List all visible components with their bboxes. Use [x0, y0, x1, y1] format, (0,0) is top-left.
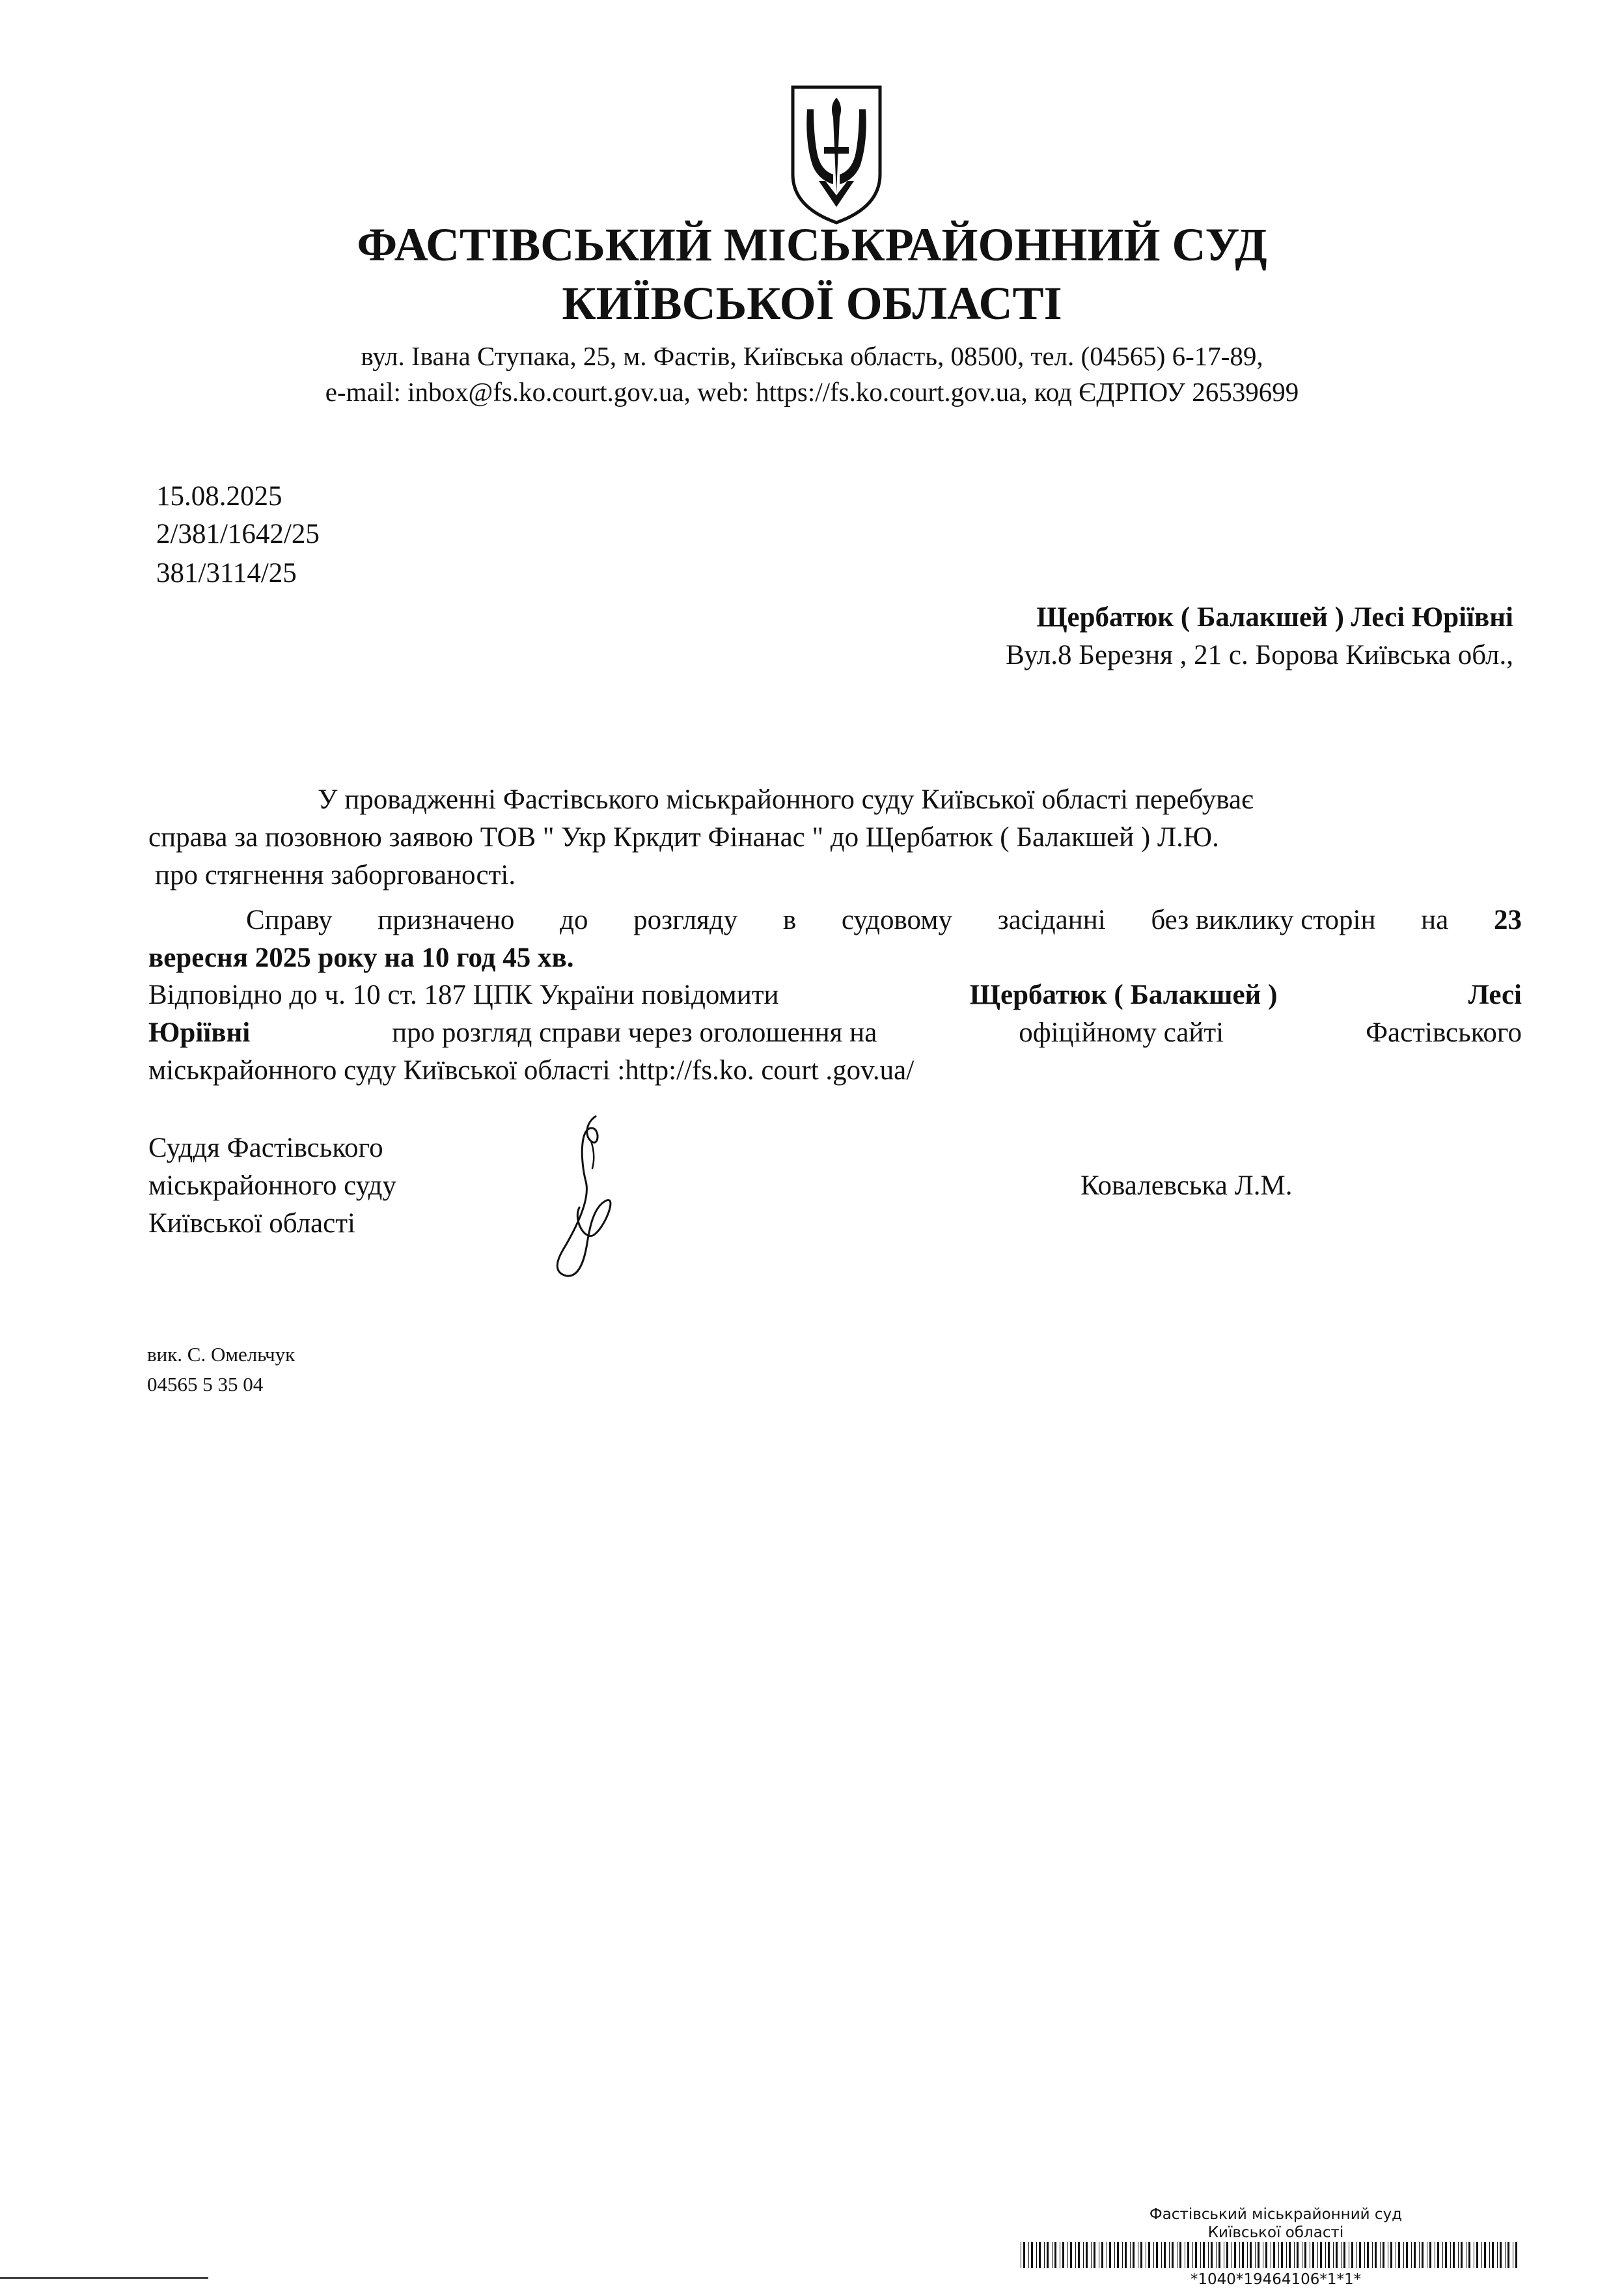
executor-name: вик. С. Омельчук	[147, 1343, 296, 1366]
hearing-datetime: вересня 2025 року на 10 год 45 хв.	[148, 943, 574, 973]
letter-date: 15.08.2025	[156, 481, 282, 512]
word: розгляду	[633, 905, 738, 935]
paragraph-hearing-date	[148, 902, 1522, 977]
barcode-icon	[1021, 2242, 1522, 2268]
recipient-firstname-inline: Лесі	[1468, 980, 1522, 1010]
recipient-patronymic-inline: Юріївні	[148, 1017, 251, 1048]
barcode-number: *1040*19464106*1*1*	[1190, 2271, 1362, 2288]
word: в	[782, 905, 797, 935]
court-title-line1: ФАСТІВСЬКИЙ МІСЬКРАЙОННИЙ СУД	[357, 219, 1267, 271]
executor-phone: 04565 5 35 04	[147, 1373, 264, 1396]
paragraph-line	[148, 976, 1522, 1014]
paragraph-line	[148, 1014, 1522, 1052]
text-segment: про розгляд справи через оголошення на	[392, 1017, 877, 1048]
outgoing-number: 381/3114/25	[156, 558, 297, 588]
stamp-region: Київської області	[1207, 2224, 1344, 2241]
court-contacts: e-mail: inbox@fs.ko.court.gov.ua, web: https://fs.ko.court.gov.ua, код ЄДРПОУ 26539699	[325, 377, 1299, 407]
text-segment: офіційному сайті	[1019, 1017, 1224, 1048]
court-address: вул. Івана Ступака, 25, м. Фастів, Київська область, 08500, тел. (04565) 6-17-89,	[361, 341, 1263, 371]
word: Справу	[246, 905, 333, 935]
coat-of-arms-icon	[788, 83, 885, 227]
recipient-address: Вул.8 Березня , 21 с. Борова Київська обл.,	[1006, 640, 1513, 670]
word: судовому	[841, 905, 952, 935]
word: призначено	[378, 905, 515, 935]
stamp-court-name: Фастівський міськрайонний суд	[1149, 2206, 1403, 2223]
hearing-day: 23	[1493, 905, 1522, 935]
paragraph-line	[148, 902, 1522, 939]
court-title-line2: КИЇВСЬКОЇ ОБЛАСТІ	[562, 277, 1062, 329]
judge-position-line3: Київської області	[148, 1208, 355, 1239]
paragraph-line: справа за позовною заявою ТОВ " Укр Кркдит Фінанас " до Щербатюк ( Балакшей ) Л.Ю.	[148, 822, 1219, 853]
paragraph-line: міськрайонного суду Київської області :http://fs.ko. court .gov.ua/	[148, 1055, 915, 1086]
paragraph-case-info	[148, 781, 1522, 894]
word: до	[560, 905, 588, 935]
scan-edge-line	[0, 2277, 208, 2279]
handwritten-signature	[534, 1110, 631, 1279]
recipient-name-inline: Щербатюк ( Балакшей )	[969, 980, 1278, 1010]
word: на	[1421, 905, 1449, 935]
paragraph-line: У провадженні Фастівського міськрайонного суду Київської області перебуває	[318, 784, 1254, 815]
judge-position-line1: Суддя Фастівського	[148, 1133, 383, 1163]
text-segment: Відповідно до ч. 10 ст. 187 ЦПК України повідомити	[148, 980, 779, 1010]
paragraph-notification	[148, 976, 1522, 1090]
word: без виклику сторін	[1151, 905, 1376, 935]
text-segment: Фастівського	[1366, 1017, 1522, 1048]
case-number: 2/381/1642/25	[156, 519, 320, 549]
paragraph-line: про стягнення заборгованості.	[155, 860, 516, 890]
word: засіданні	[997, 905, 1106, 935]
judge-position-line2: міськрайонного суду	[148, 1170, 396, 1201]
recipient-name: Щербатюк ( Балакшей ) Лесі Юріївні	[1036, 602, 1513, 633]
judge-name: Ковалевська Л.М.	[1080, 1170, 1293, 1201]
